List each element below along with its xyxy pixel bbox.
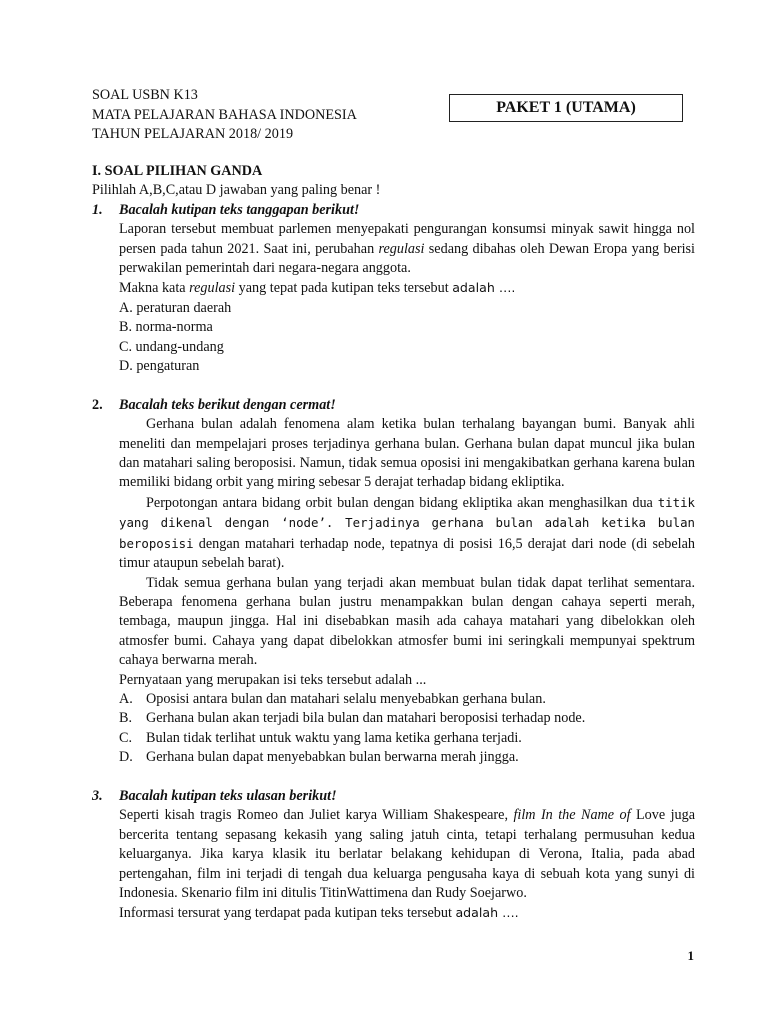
prompt-text: Makna kata — [119, 280, 190, 297]
option-text: Gerhana bulan dapat menyebabkan bulan berwarna merah jingga. — [146, 749, 519, 766]
question-number: 1. — [92, 201, 103, 218]
option-letter: B. — [119, 710, 133, 727]
question-1-option-c[interactable]: C. undang-undang — [119, 338, 224, 355]
question-1-option-b[interactable]: B. norma-norma — [119, 319, 213, 336]
question-1-prompt — [119, 278, 695, 298]
section-title: I. SOAL PILIHAN GANDA — [92, 163, 263, 179]
document-body — [92, 162, 695, 924]
prompt-emphasis: regulasi — [189, 280, 236, 297]
question-title: Bacalah kutipan teks ulasan berikut! — [119, 787, 337, 804]
option-letter: C. — [119, 729, 133, 746]
prompt-ellipsis: adalah …. — [455, 905, 519, 921]
passage-text: Love juga bercerita tentang sepasang kekasih yang saling jatuh cinta, tetapi terhalang permusuhan kedua keluarganya. Jika karya klasik itu berlatar belakang kehidupan di Verona, Italia, pada abad pertengahan, film ini terjadi di tengah dua keluarga pengusaha kaya di sebuah kota yang sunyi di Indonesia. Skenario film ini ditulis TitinWattimena dan Rudy Soejarwo. — [119, 807, 696, 901]
question-2-paragraph-3: Tidak semua gerhana bulan yang terjadi akan membuat bulan tidak dapat terlihat sementara. Beberapa fenomena gerhana bulan justru menampakkan bulan dengan cahaya seperti merah, tembaga, maupun jingga. Hal ini disebabkan masih ada cahaya matahari yang dibelokkan oleh atmosfer bumi. Cahaya yang dapat dibelokkan atmosfer bumi ini seringkali mempunyai spektrum cahaya berwarna merah. — [119, 574, 695, 669]
question-number: 2. — [92, 396, 103, 413]
header-line-2: MATA PELAJARAN BAHASA INDONESIA — [92, 106, 357, 123]
option-text: Gerhana bulan akan terjadi bila bulan dan matahari beroposisi terhadap node. — [146, 710, 586, 727]
option-text: Oposisi antara bulan dan matahari selalu menyebabkan gerhana bulan. — [146, 690, 546, 707]
page-number: 1 — [687, 948, 694, 963]
question-1-passage — [119, 220, 695, 278]
passage-emphasis: film In the Name of — [513, 807, 631, 824]
question-2-heading — [92, 396, 695, 415]
question-number: 3. — [92, 787, 103, 804]
question-1-heading — [92, 201, 695, 220]
document-header — [92, 86, 357, 145]
passage-emphasis: regulasi — [378, 240, 425, 257]
question-1-option-d[interactable]: D. pengaturan — [119, 358, 200, 375]
header-line-3: TAHUN PELAJARAN 2018/ 2019 — [92, 126, 294, 142]
question-1-option-a[interactable]: A. peraturan daerah — [119, 299, 232, 316]
question-3-passage — [119, 806, 695, 903]
prompt-text: yang tepat pada kutipan teks tersebut — [235, 280, 453, 297]
question-2-option-a[interactable] — [119, 690, 695, 709]
question-2-prompt: Pernyataan yang merupakan isi teks tersebut adalah ... — [119, 671, 427, 688]
section-instruction: Pilihlah A,B,C,atau D jawaban yang paling benar ! — [92, 182, 381, 199]
paket-box: PAKET 1 (UTAMA) — [449, 94, 683, 122]
question-2-option-d[interactable] — [119, 748, 695, 767]
passage-text: sedang dibahas oleh Dewan Eropa yang berisi perwakilan pemerintah dari negara-negara anggota. — [119, 240, 695, 277]
option-text: Bulan tidak terlihat untuk waktu yang lama ketika gerhana terjadi. — [146, 729, 522, 746]
prompt-ellipsis: adalah …. — [452, 280, 516, 296]
question-2-option-c[interactable] — [119, 729, 695, 748]
question-title: Bacalah kutipan teks tanggapan berikut! — [119, 201, 360, 218]
question-3-prompt — [119, 903, 695, 923]
paragraph-text: Perpotongan antara bidang orbit bulan dengan bidang ekliptika akan menghasilkan dua — [146, 494, 658, 511]
option-letter: D. — [119, 749, 133, 766]
option-letter: A. — [119, 690, 133, 707]
question-2-paragraph-1: Gerhana bulan adalah fenomena alam ketika bulan terhalang bayangan bumi. Banyak ahli meneliti dan mempelajari proses terjadinya gerhana bulan. Gerhana bulan dapat muncul jika bulan dan matahari saling beroposisi. Namun, tidak semua oposisi ini mengakibatkan gerhana karena bulan memiliki bidang orbit yang miring sebesar 5 derajat terhadap bidang ekliptika. — [119, 416, 695, 491]
passage-text: Laporan tersebut membuat parlemen menyepakati pengurangan konsumsi minyak sawit hingga nol persen pada tahun 2021. Saat ini, perubahan — [119, 221, 695, 257]
paragraph-text-mono: titik yang dikenal dengan ‘node’. Terjadinya gerhana bulan adalah ketika bulan beroposisi — [119, 494, 695, 551]
header-line-1: SOAL USBN K13 — [92, 87, 198, 103]
question-title: Bacalah teks berikut dengan cermat! — [119, 396, 336, 413]
prompt-text: Informasi tersurat yang terdapat pada kutipan teks tersebut — [119, 905, 456, 922]
passage-text: Seperti kisah tragis Romeo dan Juliet karya William Shakespeare, — [119, 807, 514, 824]
question-2-option-b[interactable] — [119, 709, 695, 728]
question-2-paragraph-2 — [119, 493, 695, 574]
question-3-heading — [92, 787, 695, 806]
paragraph-text: dengan matahari terhadap node, tepatnya di posisi 16,5 derajat dari node (di sebelah timur ataupun sebelah barat). — [119, 535, 695, 572]
